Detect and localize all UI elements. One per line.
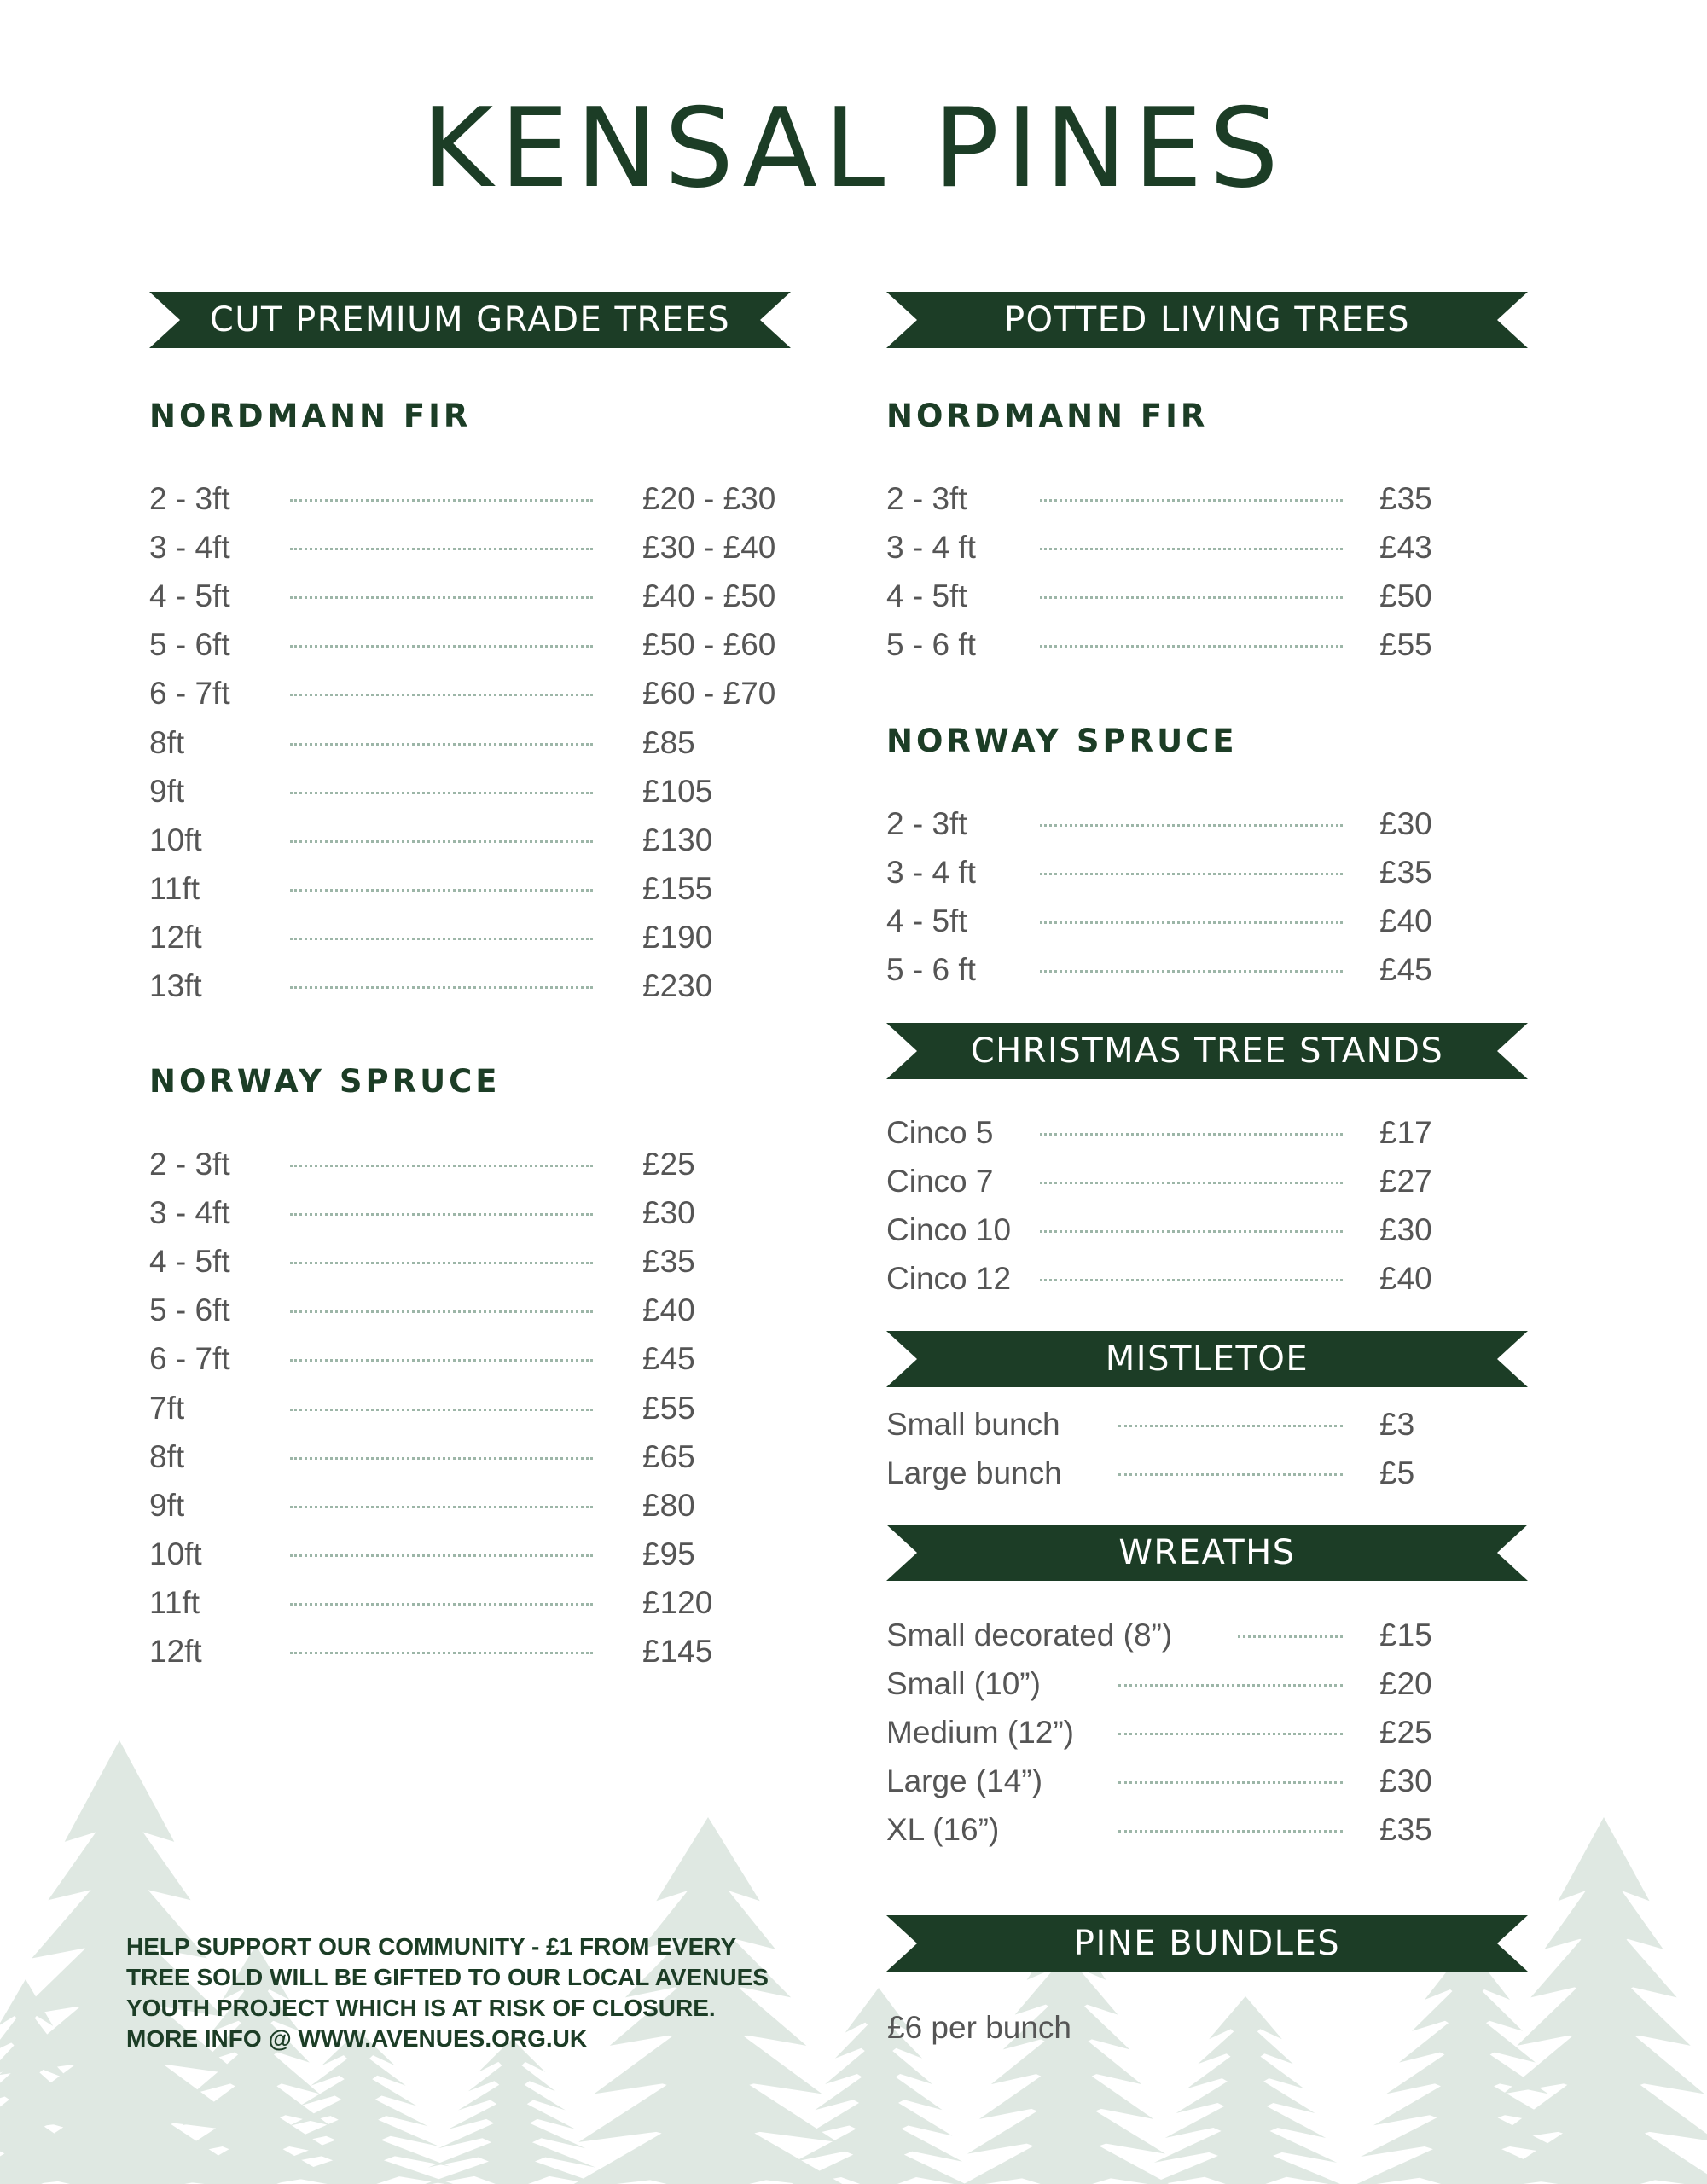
item-price: £50 - £60: [642, 627, 776, 663]
price-row: [149, 1432, 798, 1481]
price-row: [149, 864, 798, 913]
banner-label: CUT PREMIUM GRADE TREES: [209, 300, 731, 340]
item-price: £40: [1379, 1261, 1432, 1297]
item-price: £40: [642, 1292, 695, 1328]
item-price: £85: [642, 724, 695, 760]
item-label: 13ft: [149, 968, 202, 1003]
price-row: [149, 816, 798, 864]
dotted-leader: [1040, 1279, 1343, 1281]
banner-potted-living-trees: [886, 292, 1528, 348]
price-row: [149, 961, 798, 1010]
dotted-leader: [290, 596, 593, 599]
dotted-leader: [1118, 1473, 1343, 1476]
price-row: [886, 1254, 1535, 1303]
item-price: £95: [642, 1536, 695, 1571]
dotted-leader: [290, 1409, 593, 1411]
dotted-leader: [290, 694, 593, 696]
price-row: [149, 1627, 798, 1676]
item-price: £25: [1379, 1715, 1432, 1751]
item-label: Cinco 7: [886, 1164, 994, 1199]
item-label: Medium (12”): [886, 1715, 1074, 1751]
item-label: 5 - 6ft: [149, 627, 230, 663]
item-price: £145: [642, 1634, 713, 1669]
item-price: £5: [1379, 1455, 1415, 1491]
banner-christmas-tree-stands: [886, 1023, 1528, 1079]
item-price: £230: [642, 968, 713, 1003]
item-price: £50: [1379, 578, 1432, 614]
item-label: 3 - 4 ft: [886, 530, 976, 566]
dotted-leader: [1118, 1684, 1343, 1687]
dotted-leader: [290, 1310, 593, 1313]
price-row: [886, 1757, 1535, 1805]
dotted-leader: [1040, 873, 1343, 875]
item-label: 2 - 3ft: [149, 481, 230, 516]
item-price: £20: [1379, 1666, 1432, 1702]
dotted-leader: [290, 986, 593, 989]
item-label: 11ft: [149, 1584, 200, 1620]
dotted-leader: [290, 840, 593, 843]
item-price: £43: [1379, 530, 1432, 566]
item-price: £45: [642, 1341, 695, 1377]
item-label: 4 - 5ft: [149, 578, 230, 614]
item-label: 10ft: [149, 822, 202, 857]
price-row: [149, 913, 798, 961]
price-row: [149, 620, 798, 669]
page-title: KENSAL PINES: [421, 85, 1286, 212]
price-row: [149, 1188, 798, 1237]
item-label: 12ft: [149, 1634, 202, 1669]
item-label: 4 - 5ft: [886, 903, 967, 939]
item-label: 3 - 4 ft: [886, 855, 976, 891]
price-row: [886, 799, 1535, 848]
banner-label: PINE BUNDLES: [1073, 1924, 1341, 1963]
banner-cut-premium-grade-trees: [149, 292, 791, 348]
item-price: £45: [1379, 952, 1432, 988]
price-row: [886, 1449, 1535, 1497]
dotted-leader: [290, 1262, 593, 1264]
heading-potted-nordmann-fir: NORDMANN FIR: [886, 398, 1209, 434]
item-label: 2 - 3ft: [149, 1147, 230, 1182]
item-label: Small bunch: [886, 1407, 1060, 1442]
price-row: [149, 669, 798, 717]
item-price: £80: [642, 1487, 695, 1523]
dotted-leader: [290, 1457, 593, 1460]
item-label: 4 - 5ft: [886, 578, 967, 614]
item-label: Cinco 5: [886, 1115, 994, 1150]
item-price: £55: [1379, 627, 1432, 663]
item-label: 8ft: [149, 724, 185, 760]
price-row: [149, 1578, 798, 1627]
dotted-leader: [1238, 1635, 1343, 1638]
pine-bundles-price: £6 per bunch: [887, 2010, 1072, 2045]
item-label: 8ft: [149, 1438, 185, 1474]
dotted-leader: [1040, 1182, 1343, 1184]
heading-cut-norway-spruce: NORWAY SPRUCE: [149, 1063, 501, 1100]
item-price: £120: [642, 1584, 713, 1620]
item-label: Small decorated (8”): [886, 1618, 1173, 1653]
item-price: £35: [1379, 1812, 1432, 1848]
item-label: XL (16”): [886, 1812, 1000, 1848]
item-label: 6 - 7ft: [149, 1341, 230, 1377]
item-label: 12ft: [149, 919, 202, 955]
price-row: [149, 1286, 798, 1334]
item-label: 5 - 6ft: [149, 1292, 230, 1328]
item-price: £30 - £40: [642, 530, 776, 566]
item-label: Large (14”): [886, 1763, 1043, 1799]
banner-mistletoe: [886, 1331, 1528, 1387]
item-price: £30: [642, 1195, 695, 1231]
item-price: £40: [1379, 903, 1432, 939]
item-label: 5 - 6 ft: [886, 952, 976, 988]
dotted-leader: [290, 1603, 593, 1606]
item-price: £130: [642, 822, 713, 857]
item-label: Large bunch: [886, 1455, 1062, 1491]
item-price: £30: [1379, 1212, 1432, 1248]
dotted-leader: [1040, 499, 1343, 502]
item-price: £65: [642, 1438, 695, 1474]
dotted-leader: [290, 889, 593, 892]
price-row: [886, 1205, 1535, 1254]
price-row: [886, 1108, 1535, 1157]
price-row: [886, 1659, 1535, 1708]
item-price: £35: [1379, 855, 1432, 891]
price-row: [886, 848, 1535, 897]
item-label: 6 - 7ft: [149, 676, 230, 712]
dotted-leader: [290, 1554, 593, 1557]
item-label: Small (10”): [886, 1666, 1041, 1702]
dotted-leader: [1040, 970, 1343, 973]
item-price: £25: [642, 1147, 695, 1182]
dotted-leader: [290, 1213, 593, 1216]
item-label: Cinco 12: [886, 1261, 1012, 1297]
item-label: 10ft: [149, 1536, 202, 1571]
item-price: £40 - £50: [642, 578, 776, 614]
item-price: £3: [1379, 1407, 1415, 1442]
dotted-leader: [290, 1359, 593, 1362]
price-row: [886, 523, 1535, 572]
dotted-leader: [290, 1506, 593, 1508]
price-row: [886, 1157, 1535, 1205]
item-label: 2 - 3ft: [886, 481, 967, 516]
price-row: [149, 1481, 798, 1530]
dotted-leader: [290, 1165, 593, 1167]
item-price: £17: [1379, 1115, 1432, 1150]
price-row: [149, 1140, 798, 1188]
item-label: 3 - 4ft: [149, 1195, 230, 1231]
banner-label: POTTED LIVING TREES: [1003, 300, 1411, 340]
price-row: [149, 1530, 798, 1578]
price-row: [886, 1400, 1535, 1449]
item-label: 3 - 4ft: [149, 530, 230, 566]
price-row: [886, 572, 1535, 620]
price-row: [886, 1611, 1535, 1659]
price-row: [886, 1708, 1535, 1757]
dotted-leader: [290, 792, 593, 794]
item-price: £55: [642, 1390, 695, 1426]
dotted-leader: [1040, 596, 1343, 599]
price-row: [149, 1384, 798, 1432]
dotted-leader: [1118, 1733, 1343, 1735]
item-label: 4 - 5ft: [149, 1244, 230, 1280]
dotted-leader: [1040, 921, 1343, 924]
banner-wreaths: [886, 1525, 1528, 1581]
item-label: 11ft: [149, 870, 200, 906]
dotted-leader: [1040, 548, 1343, 550]
heading-potted-norway-spruce: NORWAY SPRUCE: [886, 723, 1238, 759]
item-label: 9ft: [149, 1487, 185, 1523]
banner-pine-bundles: [886, 1915, 1528, 1972]
price-row: [886, 474, 1535, 523]
price-row: [149, 572, 798, 620]
dotted-leader: [290, 499, 593, 502]
price-row: [149, 718, 798, 767]
item-label: Cinco 10: [886, 1212, 1012, 1248]
price-row: [149, 474, 798, 523]
price-row: [149, 767, 798, 816]
item-price: £155: [642, 870, 713, 906]
banner-label: WREATHS: [1118, 1533, 1296, 1572]
item-price: £30: [1379, 806, 1432, 841]
item-label: 9ft: [149, 773, 185, 809]
banner-label: CHRISTMAS TREE STANDS: [970, 1031, 1444, 1071]
price-row: [149, 1334, 798, 1383]
item-price: £30: [1379, 1763, 1432, 1799]
price-row: [886, 1805, 1535, 1854]
dotted-leader: [290, 548, 593, 550]
item-price: £105: [642, 773, 713, 809]
dotted-leader: [290, 938, 593, 940]
dotted-leader: [1040, 1230, 1343, 1233]
item-price: £27: [1379, 1164, 1432, 1199]
price-row: [149, 523, 798, 572]
dotted-leader: [1040, 824, 1343, 827]
dotted-leader: [1118, 1425, 1343, 1427]
heading-cut-nordmann-fir: NORDMANN FIR: [149, 398, 472, 434]
dotted-leader: [290, 645, 593, 648]
banner-label: MISTLETOE: [1105, 1339, 1309, 1379]
item-price: £15: [1379, 1618, 1432, 1653]
price-row: [886, 897, 1535, 945]
price-row: [886, 945, 1535, 994]
item-price: £35: [642, 1244, 695, 1280]
item-label: 5 - 6 ft: [886, 627, 976, 663]
item-price: £20 - £30: [642, 481, 776, 516]
price-row: [149, 1237, 798, 1286]
dotted-leader: [290, 743, 593, 746]
item-label: 2 - 3ft: [886, 806, 967, 841]
item-price: £190: [642, 919, 713, 955]
dotted-leader: [290, 1652, 593, 1654]
price-row: [886, 620, 1535, 669]
dotted-leader: [1118, 1830, 1343, 1833]
item-label: 7ft: [149, 1390, 185, 1426]
dotted-leader: [1118, 1781, 1343, 1784]
item-price: £60 - £70: [642, 676, 776, 712]
dotted-leader: [1040, 1133, 1343, 1136]
dotted-leader: [1040, 645, 1343, 648]
item-price: £35: [1379, 481, 1432, 516]
community-support-note: HELP SUPPORT OUR COMMUNITY - £1 FROM EVERY TREE SOLD WILL BE GIFTED TO OUR LOCAL AVENUES YOUTH PROJECT WHICH IS AT RISK OF CLOSURE. MORE INFO @ WWW.AVENUES.ORG.UK: [126, 1933, 769, 2052]
